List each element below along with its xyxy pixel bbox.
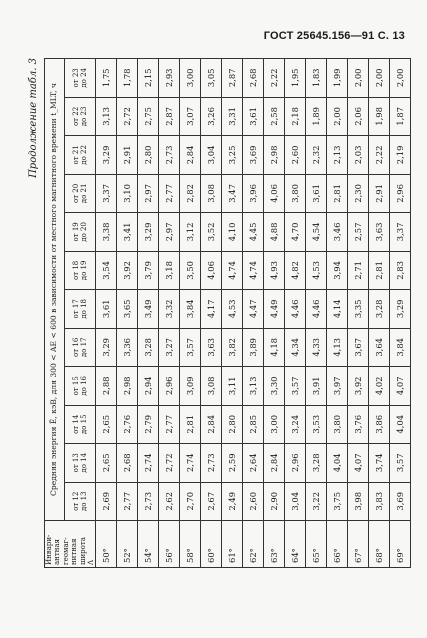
energy-value-cell: 3,57 <box>390 444 411 482</box>
time-from: от 21 <box>71 145 80 165</box>
energy-value-cell: 2,57 <box>348 213 369 251</box>
energy-value-cell: 2,60 <box>285 136 306 174</box>
time-from: от 13 <box>71 453 80 473</box>
time-to: до 20 <box>79 222 88 242</box>
time-from: от 15 <box>71 376 80 396</box>
corner-line: антная <box>53 539 62 565</box>
energy-value-cell: 3,18 <box>159 251 180 289</box>
energy-value-cell: 2,76 <box>117 405 138 443</box>
table-row <box>306 59 327 568</box>
energy-value-cell: 4,18 <box>264 328 285 366</box>
energy-value-cell: 2,97 <box>138 174 159 212</box>
energy-value-cell: 2,65 <box>96 405 117 443</box>
time-to: до 21 <box>79 183 88 204</box>
energy-value-cell: 4,07 <box>348 444 369 482</box>
energy-value-cell: 2,98 <box>117 367 138 405</box>
energy-value-cell: 2,72 <box>117 97 138 135</box>
energy-value-cell: 4,17 <box>201 290 222 328</box>
energy-value-cell: 2,13 <box>327 136 348 174</box>
energy-value-cell: 3,80 <box>327 405 348 443</box>
energy-value-cell: 3,37 <box>96 174 117 212</box>
table-row <box>222 59 243 568</box>
corner-line: нитная <box>70 538 79 565</box>
energy-value-cell: 3,31 <box>222 97 243 135</box>
energy-value-cell: 3,75 <box>327 482 348 520</box>
main-header: Средняя энергия Ē, кэВ, для 300 < AE < 600 в зависимости от местного магнитного времени t_MLT, ч <box>45 59 65 521</box>
energy-value-cell: 3,00 <box>264 405 285 443</box>
energy-value-cell: 3,11 <box>222 367 243 405</box>
time-to: до 19 <box>79 260 88 281</box>
energy-value-cell: 1,83 <box>306 59 327 98</box>
time-to: до 22 <box>79 145 88 165</box>
energy-value-cell: 3,30 <box>264 367 285 405</box>
time-from: от 12 <box>71 491 80 511</box>
table-row <box>327 59 348 568</box>
energy-value-cell: 2,75 <box>138 97 159 135</box>
table-row <box>180 59 201 568</box>
energy-value-cell: 3,04 <box>201 136 222 174</box>
energy-value-cell: 3,04 <box>285 482 306 520</box>
energy-value-cell: 3,49 <box>138 290 159 328</box>
latitude-cell: 69° <box>390 521 411 568</box>
energy-value-cell: 3,29 <box>96 328 117 366</box>
energy-value-cell: 4,33 <box>306 328 327 366</box>
energy-value-cell: 4,46 <box>285 290 306 328</box>
energy-value-cell: 2,77 <box>117 482 138 520</box>
energy-value-cell: 3,24 <box>285 405 306 443</box>
energy-value-cell: 1,98 <box>369 97 390 135</box>
latitude-cell: 64° <box>285 521 306 568</box>
energy-value-cell: 4,34 <box>285 328 306 366</box>
energy-value-cell: 4,07 <box>390 367 411 405</box>
time-column-header <box>64 482 96 520</box>
energy-value-cell: 2,00 <box>390 59 411 98</box>
time-column-header <box>64 59 96 98</box>
energy-value-cell: 2,68 <box>117 444 138 482</box>
energy-value-cell: 2,84 <box>201 405 222 443</box>
energy-value-cell: 3,84 <box>180 290 201 328</box>
energy-value-cell: 2,96 <box>159 367 180 405</box>
energy-value-cell: 2,73 <box>201 444 222 482</box>
energy-value-cell: 2,71 <box>348 251 369 289</box>
energy-value-cell: 2,03 <box>348 136 369 174</box>
energy-value-cell: 3,54 <box>96 251 117 289</box>
energy-value-cell: 2,70 <box>180 482 201 520</box>
energy-value-cell: 3,69 <box>390 482 411 520</box>
time-from: от 16 <box>71 337 80 357</box>
time-to: до 13 <box>79 491 88 512</box>
energy-value-cell: 2,19 <box>390 136 411 174</box>
time-column-header <box>64 328 96 366</box>
table-row <box>264 59 285 568</box>
energy-value-cell: 3,13 <box>96 97 117 135</box>
energy-value-cell: 3,63 <box>369 213 390 251</box>
energy-value-cell: 1,75 <box>96 59 117 98</box>
energy-value-cell: 2,00 <box>327 97 348 135</box>
energy-value-cell: 2,96 <box>285 444 306 482</box>
time-column-header <box>64 405 96 443</box>
energy-value-cell: 3,46 <box>327 213 348 251</box>
energy-value-cell: 3,38 <box>96 213 117 251</box>
energy-value-cell: 2,49 <box>222 482 243 520</box>
energy-value-cell: 4,47 <box>243 290 264 328</box>
energy-value-cell: 4,54 <box>306 213 327 251</box>
table-row <box>348 59 369 568</box>
energy-value-cell: 2,91 <box>369 174 390 212</box>
energy-value-cell: 3,96 <box>243 174 264 212</box>
corner-line: Λ <box>86 559 95 565</box>
energy-value-cell: 3,29 <box>96 136 117 174</box>
energy-value-cell: 4,14 <box>327 290 348 328</box>
energy-value-cell: 3,41 <box>117 213 138 251</box>
energy-value-cell: 1,95 <box>285 59 306 98</box>
energy-value-cell: 4,88 <box>264 213 285 251</box>
time-to: до 17 <box>79 337 88 358</box>
energy-value-cell: 3,82 <box>222 328 243 366</box>
table-row <box>243 59 264 568</box>
table-continuation-label: Продолжение табл. 3 <box>28 58 39 178</box>
latitude-cell: 52° <box>117 521 138 568</box>
energy-value-cell: 3,29 <box>390 290 411 328</box>
table-row <box>117 59 138 568</box>
energy-value-cell: 2,85 <box>243 405 264 443</box>
energy-value-cell: 3,53 <box>306 405 327 443</box>
energy-value-cell: 2,84 <box>264 444 285 482</box>
energy-value-cell: 2,91 <box>117 136 138 174</box>
energy-value-cell: 2,06 <box>348 97 369 135</box>
energy-value-cell: 2,96 <box>390 174 411 212</box>
time-from: от 20 <box>71 183 80 203</box>
corner-line: геомаг- <box>61 537 70 565</box>
table-row <box>96 59 117 568</box>
energy-value-cell: 3,05 <box>201 59 222 98</box>
energy-value-cell: 2,30 <box>348 174 369 212</box>
energy-value-cell: 4,46 <box>306 290 327 328</box>
energy-value-cell: 3,61 <box>96 290 117 328</box>
time-column-header <box>64 290 96 328</box>
energy-value-cell: 3,61 <box>243 97 264 135</box>
energy-value-cell: 3,86 <box>369 405 390 443</box>
energy-value-cell: 4,06 <box>201 251 222 289</box>
latitude-cell: 65° <box>306 521 327 568</box>
latitude-cell: 58° <box>180 521 201 568</box>
energy-value-cell: 2,18 <box>285 97 306 135</box>
energy-value-cell: 3,94 <box>327 251 348 289</box>
time-to: до 14 <box>79 452 88 473</box>
energy-value-cell: 3,91 <box>306 367 327 405</box>
energy-value-cell: 4,02 <box>369 367 390 405</box>
energy-value-cell: 3,07 <box>180 97 201 135</box>
energy-value-cell: 2,98 <box>264 136 285 174</box>
table-row <box>201 59 222 568</box>
energy-value-cell: 3,27 <box>159 328 180 366</box>
energy-value-cell: 3,50 <box>180 251 201 289</box>
energy-value-cell: 3,92 <box>117 251 138 289</box>
energy-value-cell: 2,77 <box>159 405 180 443</box>
energy-value-cell: 3,64 <box>369 328 390 366</box>
energy-value-cell: 2,93 <box>159 59 180 98</box>
table-row <box>285 59 306 568</box>
energy-value-cell: 2,15 <box>138 59 159 98</box>
energy-value-cell: 2,62 <box>159 482 180 520</box>
energy-value-cell: 4,04 <box>327 444 348 482</box>
energy-value-cell: 4,53 <box>306 251 327 289</box>
time-to: до 15 <box>79 414 88 435</box>
energy-value-cell: 3,98 <box>348 482 369 520</box>
energy-value-cell: 2,94 <box>138 367 159 405</box>
time-column-header <box>64 213 96 251</box>
energy-value-cell: 3,84 <box>390 328 411 366</box>
energy-value-cell: 3,61 <box>306 174 327 212</box>
energy-value-cell: 4,82 <box>285 251 306 289</box>
energy-value-cell: 2,68 <box>243 59 264 98</box>
page-header: ГОСТ 25645.156—91 С. 13 <box>263 30 405 42</box>
energy-value-cell: 2,74 <box>138 444 159 482</box>
time-from: от 23 <box>71 68 80 88</box>
energy-value-cell: 3,29 <box>138 213 159 251</box>
time-from: от 19 <box>71 222 80 242</box>
energy-value-cell: 3,83 <box>369 482 390 520</box>
energy-value-cell: 3,22 <box>306 482 327 520</box>
time-to: до 16 <box>79 375 88 396</box>
energy-value-cell: 4,93 <box>264 251 285 289</box>
table-row <box>159 59 180 568</box>
table-row <box>390 59 411 568</box>
energy-table <box>44 58 411 568</box>
energy-value-cell: 2,72 <box>159 444 180 482</box>
energy-value-cell: 3,28 <box>138 328 159 366</box>
energy-value-cell: 2,59 <box>222 444 243 482</box>
energy-value-cell: 4,45 <box>243 213 264 251</box>
energy-value-cell: 2,84 <box>180 136 201 174</box>
latitude-cell: 54° <box>138 521 159 568</box>
latitude-cell: 66° <box>327 521 348 568</box>
corner-line: широта <box>78 537 87 565</box>
energy-value-cell: 2,90 <box>264 482 285 520</box>
latitude-cell: 68° <box>369 521 390 568</box>
energy-value-cell: 2,77 <box>159 174 180 212</box>
energy-value-cell: 3,63 <box>201 328 222 366</box>
energy-value-cell: 3,57 <box>285 367 306 405</box>
energy-value-cell: 4,53 <box>222 290 243 328</box>
energy-value-cell: 2,22 <box>369 136 390 174</box>
energy-value-cell: 3,76 <box>348 405 369 443</box>
energy-value-cell: 1,78 <box>117 59 138 98</box>
energy-value-cell: 4,74 <box>222 251 243 289</box>
energy-value-cell: 3,69 <box>243 136 264 174</box>
energy-value-cell: 2,88 <box>96 367 117 405</box>
energy-value-cell: 3,35 <box>348 290 369 328</box>
energy-value-cell: 1,99 <box>327 59 348 98</box>
energy-value-cell: 2,81 <box>369 251 390 289</box>
time-to: до 23 <box>79 106 88 127</box>
time-column-header <box>64 367 96 405</box>
energy-value-cell: 3,47 <box>222 174 243 212</box>
table-row <box>369 59 390 568</box>
energy-value-cell: 3,25 <box>222 136 243 174</box>
energy-value-cell: 3,74 <box>369 444 390 482</box>
time-to: до 18 <box>79 299 88 319</box>
energy-value-cell: 2,79 <box>138 405 159 443</box>
energy-value-cell: 2,00 <box>369 59 390 98</box>
latitude-cell: 61° <box>222 521 243 568</box>
latitude-header <box>45 521 96 568</box>
energy-value-cell: 4,70 <box>285 213 306 251</box>
energy-value-cell: 2,87 <box>159 97 180 135</box>
energy-value-cell: 4,49 <box>264 290 285 328</box>
energy-value-cell: 4,74 <box>243 251 264 289</box>
energy-value-cell: 4,06 <box>264 174 285 212</box>
energy-value-cell: 3,32 <box>159 290 180 328</box>
energy-value-cell: 3,13 <box>243 367 264 405</box>
latitude-cell: 50° <box>96 521 117 568</box>
energy-value-cell: 3,37 <box>390 213 411 251</box>
energy-value-cell: 3,65 <box>117 290 138 328</box>
energy-value-cell: 3,08 <box>201 367 222 405</box>
table-row <box>138 59 159 568</box>
energy-value-cell: 2,87 <box>222 59 243 98</box>
energy-value-cell: 2,81 <box>327 174 348 212</box>
energy-value-cell: 2,81 <box>180 405 201 443</box>
energy-value-cell: 2,58 <box>264 97 285 135</box>
energy-value-cell: 3,36 <box>117 328 138 366</box>
energy-value-cell: 3,97 <box>327 367 348 405</box>
energy-value-cell: 3,08 <box>201 174 222 212</box>
energy-value-cell: 3,92 <box>348 367 369 405</box>
energy-value-cell: 3,28 <box>369 290 390 328</box>
corner-line: Инвари- <box>45 534 53 565</box>
energy-value-cell: 3,00 <box>180 59 201 98</box>
time-from: от 18 <box>71 260 80 280</box>
rotated-table-area <box>26 58 412 568</box>
energy-value-cell: 2,22 <box>264 59 285 98</box>
latitude-cell: 63° <box>264 521 285 568</box>
energy-value-cell: 2,80 <box>138 136 159 174</box>
time-column-header <box>64 251 96 289</box>
energy-value-cell: 1,89 <box>306 97 327 135</box>
energy-value-cell: 3,26 <box>201 97 222 135</box>
time-column-header <box>64 444 96 482</box>
latitude-cell: 67° <box>348 521 369 568</box>
time-from: от 17 <box>71 299 80 319</box>
energy-value-cell: 4,10 <box>222 213 243 251</box>
energy-value-cell: 3,10 <box>117 174 138 212</box>
energy-value-cell: 2,73 <box>159 136 180 174</box>
energy-value-cell: 3,67 <box>348 328 369 366</box>
time-from: от 14 <box>71 414 80 434</box>
energy-value-cell: 2,97 <box>159 213 180 251</box>
energy-value-cell: 2,32 <box>306 136 327 174</box>
time-to: до 24 <box>79 68 88 88</box>
time-column-header <box>64 174 96 212</box>
energy-value-cell: 1,87 <box>390 97 411 135</box>
energy-value-cell: 4,04 <box>390 405 411 443</box>
energy-value-cell: 2,64 <box>243 444 264 482</box>
energy-value-cell: 2,83 <box>390 251 411 289</box>
energy-value-cell: 3,52 <box>201 213 222 251</box>
energy-value-cell: 2,80 <box>222 405 243 443</box>
latitude-cell: 60° <box>201 521 222 568</box>
latitude-cell: 62° <box>243 521 264 568</box>
time-column-header <box>64 136 96 174</box>
energy-value-cell: 2,69 <box>96 482 117 520</box>
energy-value-cell: 3,57 <box>180 328 201 366</box>
energy-value-cell: 3,79 <box>138 251 159 289</box>
time-from: от 22 <box>71 106 80 127</box>
energy-value-cell: 2,82 <box>180 174 201 212</box>
energy-value-cell: 3,28 <box>306 444 327 482</box>
energy-value-cell: 2,00 <box>348 59 369 98</box>
time-column-header <box>64 97 96 135</box>
energy-value-cell: 2,73 <box>138 482 159 520</box>
energy-value-cell: 3,09 <box>180 367 201 405</box>
energy-value-cell: 2,74 <box>180 444 201 482</box>
energy-value-cell: 2,60 <box>243 482 264 520</box>
energy-value-cell: 2,65 <box>96 444 117 482</box>
energy-value-cell: 3,89 <box>243 328 264 366</box>
energy-value-cell: 3,80 <box>285 174 306 212</box>
latitude-cell: 56° <box>159 521 180 568</box>
energy-value-cell: 2,67 <box>201 482 222 520</box>
energy-value-cell: 4,13 <box>327 328 348 366</box>
energy-value-cell: 3,12 <box>180 213 201 251</box>
